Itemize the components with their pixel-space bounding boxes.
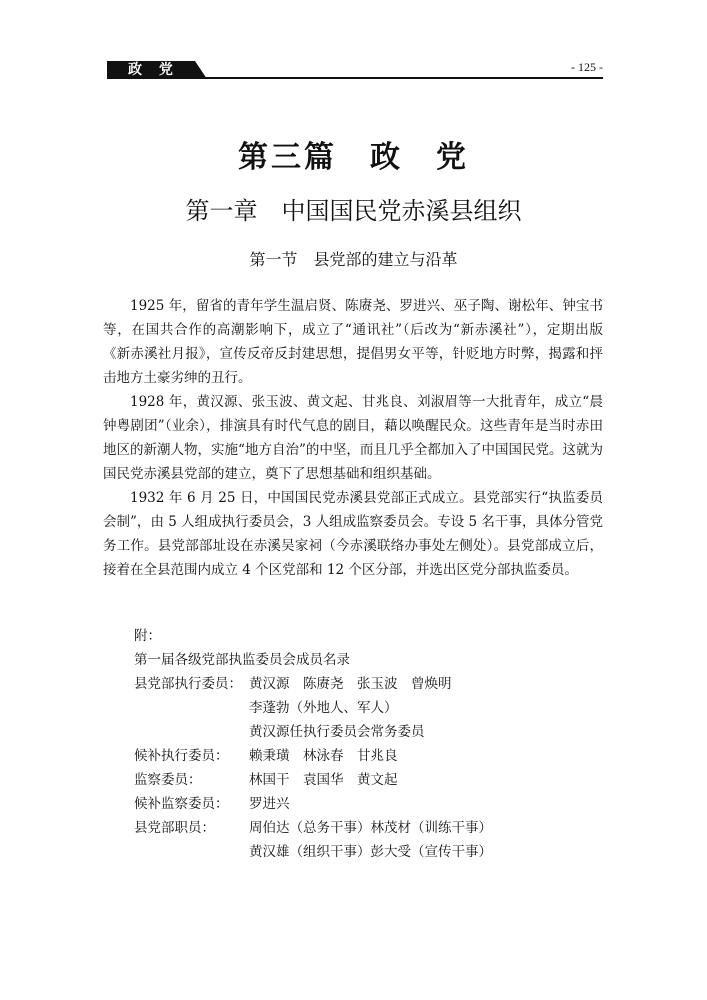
appendix-heading: 附： (134, 628, 161, 644)
staff-label: 县党部职员： (134, 820, 215, 836)
supervisor-row (134, 768, 604, 792)
supervisor-names: 林国干 袁国华 黄文起 (249, 772, 398, 788)
alt-supervisor-label: 候补监察委员： (134, 796, 229, 812)
exec-committee-names-cont: 李蓬勃（外地人、军人） (249, 700, 398, 716)
supervisor-label: 监察委员： (134, 772, 202, 788)
staff-names: 周伯达（总务干事）林茂材（训练干事） (249, 820, 492, 836)
paragraph: 1928 年，黄汉源、张玉波、黄文起、甘兆良、刘淑眉等一大批青年，成立“晨钟粤剧团”（业余），排演具有时代气息的剧目，藉以唤醒民众。这些青年是当时赤田地区的新潮人物，实施“地方自治”的中坚，而且几乎全都加入了中国国民党。这就为国民党赤溪县党部的建立，奠下了思想基础和组织基础。 (103, 394, 603, 482)
alt-exec-names: 赖秉璜 林泳春 甘兆良 (249, 748, 398, 764)
exec-committee-note: 黄汉源任执行委员会常务委员 (249, 724, 425, 740)
running-header-label: 政 党 (128, 62, 179, 78)
staff-names-cont: 黄汉雄（组织干事）彭大受（宣传干事） (249, 844, 492, 860)
paragraph: 1932 年 6 月 25 日，中国国民党赤溪县党部正式成立。县党部实行“执监委员会制”，由 5 人组成执行委员会，3 人组成监察委员会。专设 5 名干事，具体分管党务工作。县党部部址设在赤溪吴家祠（今赤溪联络办事处左侧处）。县党部成立后，接着在全县范围内成立 4 个区党部和 12 个区分部，并选出区党分部执监委员。 (103, 490, 603, 578)
part-title: 第三篇 政 党 (238, 140, 469, 175)
appendix-list-title: 第一届各级党部执监委员会成员名录 (134, 652, 350, 668)
section-title: 第一节 县党部的建立与沿革 (249, 250, 458, 269)
page-number: - 125 - (571, 60, 603, 74)
header-rule (200, 77, 603, 79)
chapter-title: 第一章 中国国民党赤溪县组织 (185, 197, 522, 225)
exec-committee-row (134, 672, 604, 696)
paragraph: 1925 年，留省的青年学生温启贤、陈赓尧、罗进兴、巫子陶、谢松年、钟宝书等，在国共合作的高潮影响下，成立了“通讯社”（后改为“新赤溪社”），定期出版《新赤溪社月报》，宣传反帝反封建思想，提倡男女平等，针贬地方时弊，揭露和抨击地方土豪劣绅的丑行。 (103, 298, 603, 386)
alt-supervisor-names: 罗进兴 (249, 796, 290, 812)
staff-row (134, 816, 604, 840)
alt-exec-row (134, 744, 604, 768)
body-text (103, 294, 603, 582)
appendix (134, 624, 604, 864)
alt-exec-label: 候补执行委员： (134, 748, 229, 764)
exec-committee-label: 县党部执行委员： (134, 676, 242, 692)
alt-supervisor-row (134, 792, 604, 816)
exec-committee-names: 黄汉源 陈赓尧 张玉波 曾焕明 (249, 676, 452, 692)
